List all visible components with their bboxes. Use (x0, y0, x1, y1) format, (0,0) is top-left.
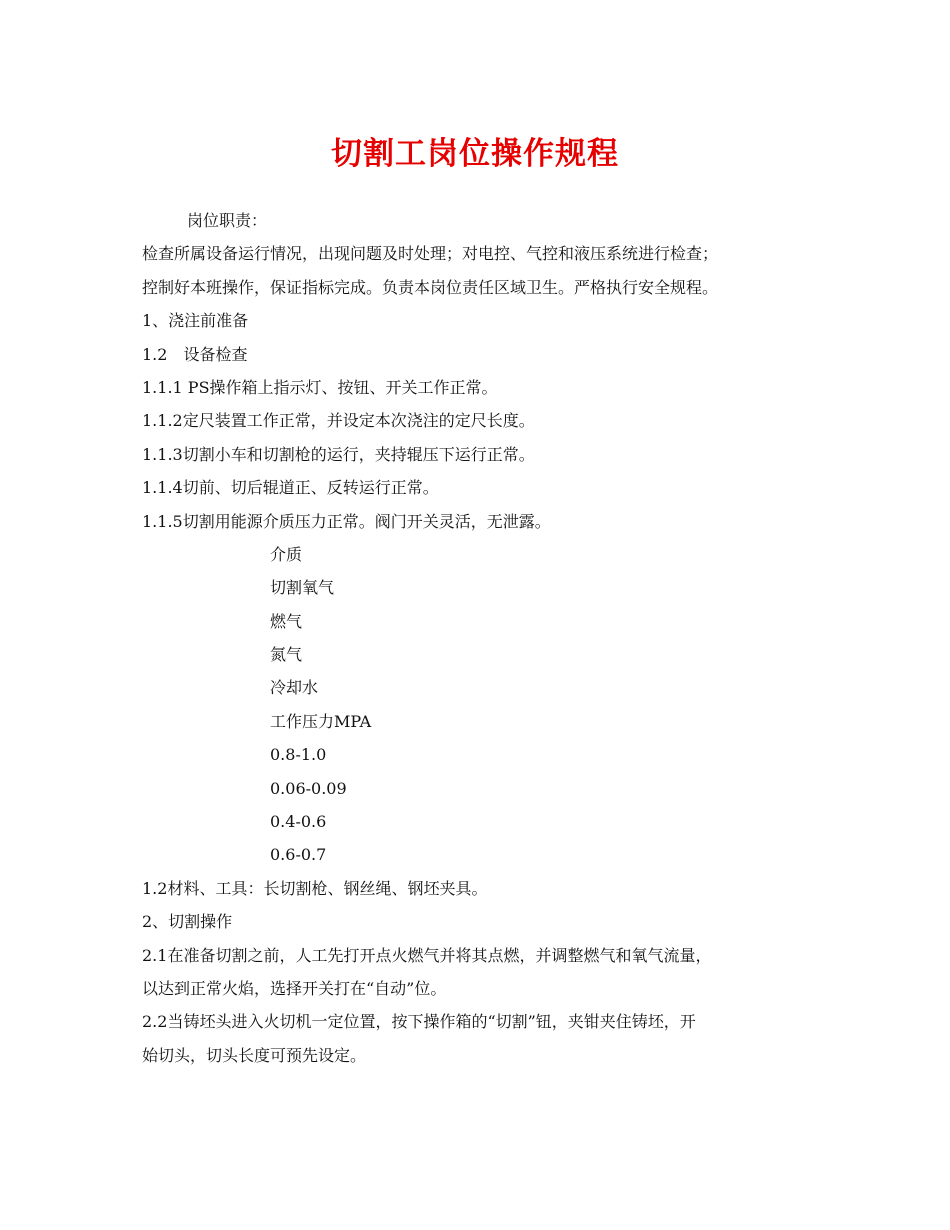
pressure-list-item: 0.06-0.09 (270, 778, 347, 798)
medium-list-item: 介质 (270, 544, 303, 564)
text-line: 2.1在准备切割之前，人工先打开点火燃气并将其点燃，并调整燃气和氧气流量， (142, 945, 712, 965)
text-line: 1.2材料、工具：长切割枪、钢丝绳、钢坯夹具。 (142, 878, 488, 898)
text-line: 1.1.4切前、切后辊道正、反转运行正常。 (142, 478, 439, 498)
section-heading: 1、浇注前准备 (142, 311, 249, 331)
text-line: 控制好本班操作，保证指标完成。负责本岗位责任区域卫生。严格执行安全规程。 (142, 277, 719, 297)
medium-list-item: 氮气 (270, 645, 303, 665)
text-line: 始切头，切头长度可预先设定。 (142, 1045, 367, 1065)
section-heading: 2、切割操作 (142, 912, 233, 932)
medium-list-item: 燃气 (270, 611, 303, 631)
pressure-list-item: 0.6-0.7 (270, 845, 327, 865)
medium-list-item: 切割氧气 (270, 578, 335, 598)
text-line: 检查所属设备运行情况，出现问题及时处理；对电控、气控和液压系统进行检查； (142, 244, 719, 264)
text-line: 1.1.5切割用能源介质压力正常。阀门开关灵活，无泄露。 (142, 511, 551, 531)
text-line: 以达到正常火焰，选择开关打在“自动”位。 (142, 978, 447, 998)
subsection-heading: 1.2 设备检查 (142, 344, 248, 364)
text-line: 1.1.2定尺装置工作正常，并设定本次浇注的定尺长度。 (142, 411, 535, 431)
pressure-list-item: 0.4-0.6 (270, 812, 327, 832)
text-line-duties-heading: 岗位职责： (187, 211, 268, 230)
page-title: 切割工岗位操作规程 (331, 136, 619, 172)
document-body (142, 204, 812, 1072)
text-line: 1.1.1 PS操作箱上指示灯、按钮、开关工作正常。 (142, 377, 498, 397)
pressure-list-item: 工作压力MPA (270, 711, 372, 731)
text-line: 1.1.3切割小车和切割枪的运行，夹持辊压下运行正常。 (142, 444, 535, 464)
medium-list-item: 冷却水 (270, 678, 319, 698)
text-line: 2.2当铸坯头进入火切机一定位置，按下操作箱的“切割”钮，夹钳夹住铸坯，开 (142, 1012, 696, 1032)
pressure-list-item: 0.8-1.0 (270, 745, 327, 765)
